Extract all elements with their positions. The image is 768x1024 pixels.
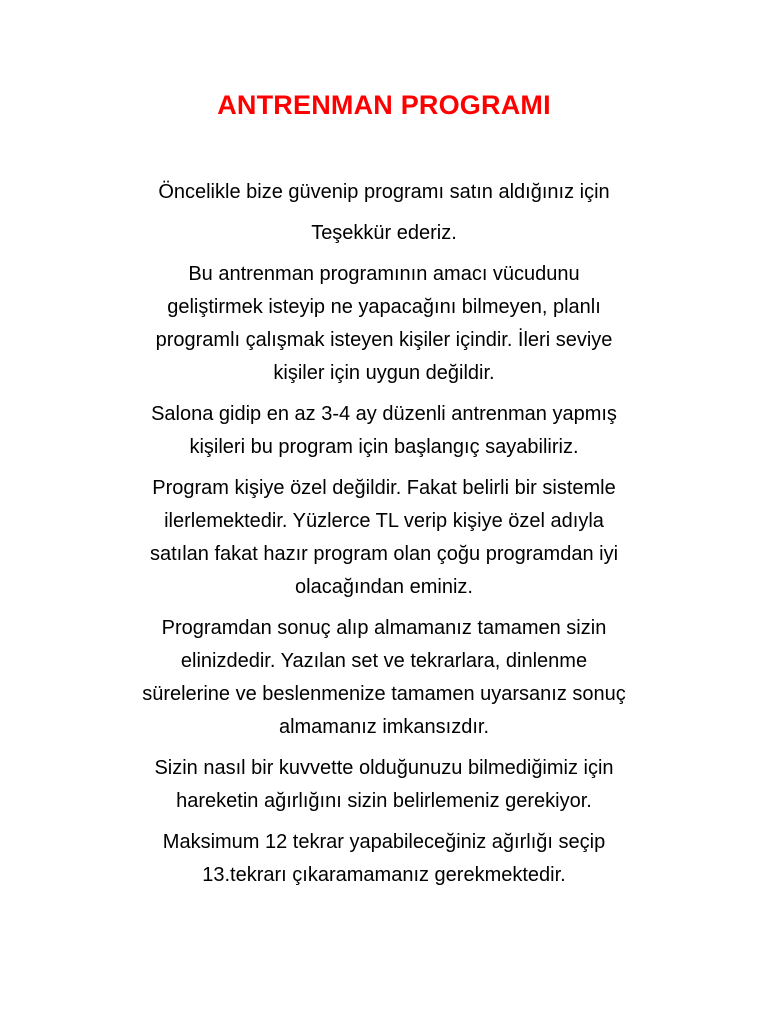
paragraph <box>90 217 678 250</box>
paragraph-line: sürelerine ve beslenmenize tamamen uyarsanız sonuç <box>142 683 626 705</box>
paragraph <box>90 258 678 390</box>
paragraph-line: Program kişiye özel değildir. Fakat belirli bir sistemle <box>152 477 616 499</box>
paragraph-line: Bu antrenman programının amacı vücudunu <box>188 263 580 285</box>
paragraph-line: Teşekkür ederiz. <box>311 222 457 244</box>
paragraph-line: almamanız imkansızdır. <box>278 716 490 738</box>
paragraph-line: kişiler için uygun değildir. <box>273 362 495 384</box>
paragraph <box>90 472 678 604</box>
document-body <box>90 176 678 900</box>
paragraph <box>90 398 678 464</box>
paragraph-line: Öncelikle bize güvenip programı satın aldığınız için <box>158 181 610 203</box>
paragraph <box>90 752 678 818</box>
paragraph-line: geliştirmek isteyip ne yapacağını bilmeyen, planlı <box>167 296 601 318</box>
paragraph-line: programlı çalışmak isteyen kişiler içindir. İleri seviye <box>155 329 613 351</box>
paragraph-line: olacağından eminiz. <box>295 576 473 598</box>
paragraph-line: Programdan sonuç alıp almamanız tamamen sizin <box>161 617 607 639</box>
paragraph-line: ilerlemektedir. Yüzlerce TL verip kişiye özel adıyla <box>164 510 604 532</box>
paragraph-line: Sizin nasıl bir kuvvette olduğunuzu bilmediğimiz için <box>154 757 614 779</box>
paragraph-line: 13.tekrarı çıkaramamanız gerekmektedir. <box>202 864 566 886</box>
paragraph-line: satılan fakat hazır program olan çoğu programdan iyi <box>149 543 619 565</box>
paragraph-line: elinizdedir. Yazılan set ve tekrarlara, dinlenme <box>180 650 588 672</box>
paragraph <box>90 176 678 209</box>
document-title: ANTRENMAN PROGRAMI <box>217 90 551 120</box>
paragraph-line: hareketin ağırlığını sizin belirlemeniz gerekiyor. <box>176 790 592 812</box>
paragraph-line: Maksimum 12 tekrar yapabileceğiniz ağırlığı seçip <box>162 831 606 853</box>
paragraph-line: kişileri bu program için başlangıç sayabiliriz. <box>189 436 579 458</box>
paragraph-line: Salona gidip en az 3-4 ay düzenli antrenman yapmış <box>151 403 617 425</box>
paragraph <box>90 826 678 892</box>
paragraph <box>90 612 678 744</box>
